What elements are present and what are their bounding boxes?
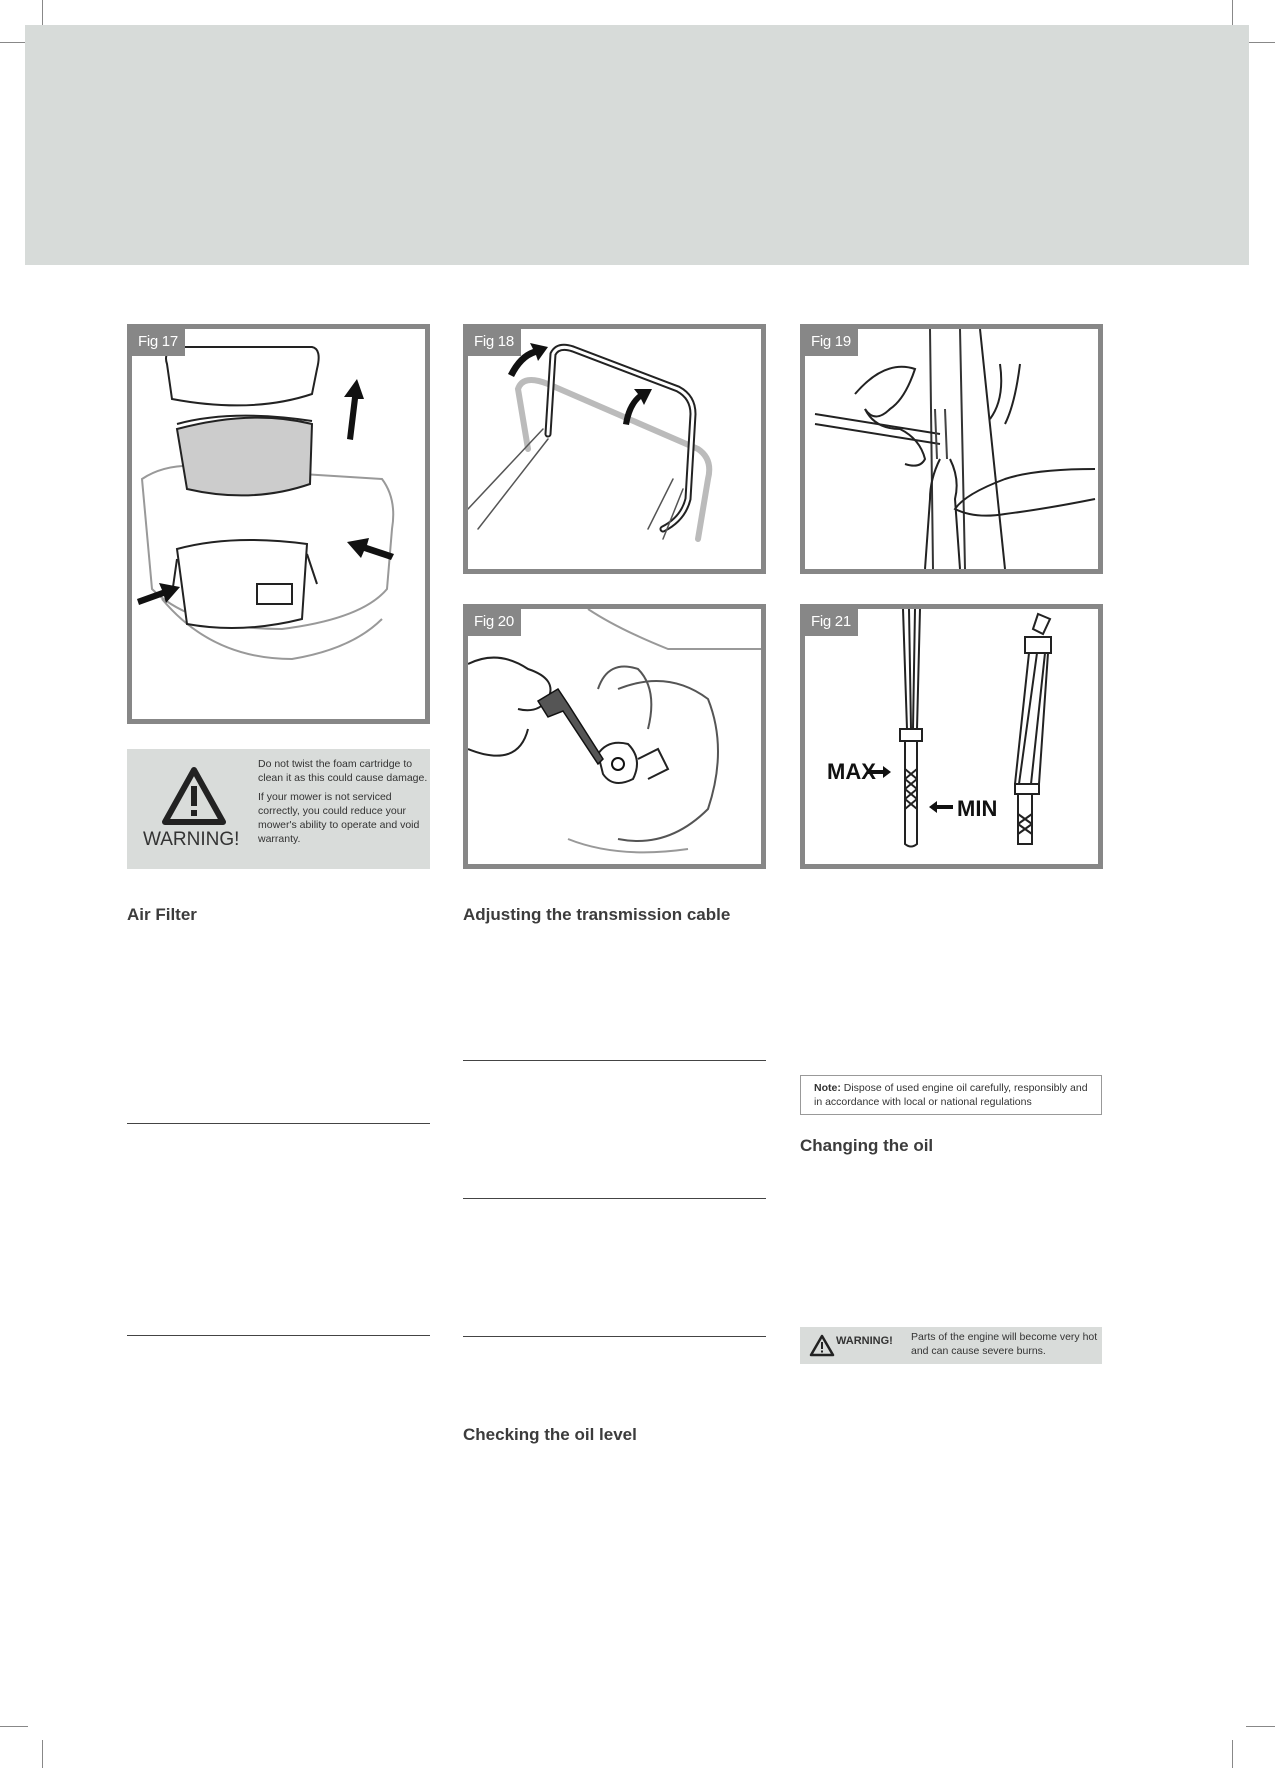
heading-air-filter: Air Filter xyxy=(127,905,197,924)
crop-mark xyxy=(42,1740,43,1768)
crop-mark xyxy=(0,42,28,43)
air-filter-illustration xyxy=(132,329,425,719)
warning-word: WARNING! xyxy=(836,1335,893,1347)
warning-text: Parts of the engine will become very hot and can cause severe burns. xyxy=(911,1331,1098,1357)
figure-19 xyxy=(800,324,1103,574)
heading-changing-oil: Changing the oil xyxy=(800,1136,934,1155)
divider xyxy=(463,1198,766,1199)
heading-transmission: Adjusting the transmission cable xyxy=(463,905,731,924)
note-label: Note: xyxy=(814,1082,841,1094)
warning-triangle-icon xyxy=(809,1334,835,1357)
figure-label: Fig 17 xyxy=(132,329,185,356)
figure-17 xyxy=(127,324,430,724)
divider xyxy=(127,1123,430,1124)
crop-mark xyxy=(1232,0,1233,28)
dipstick-levels-illustration xyxy=(805,609,1098,864)
figure-20 xyxy=(463,604,766,869)
figure-18 xyxy=(463,324,766,574)
crop-mark xyxy=(1246,42,1275,43)
heading-oil-level: Checking the oil level xyxy=(463,1425,637,1444)
warning-triangle-icon xyxy=(161,766,227,826)
handle-illustration xyxy=(468,329,761,569)
crop-mark xyxy=(1232,1740,1233,1768)
warning-word: WARNING! xyxy=(143,829,240,850)
warning-line: Do not twist the foam cartridge to clean it as this could cause damage. xyxy=(258,758,428,784)
figure-label: Fig 18 xyxy=(468,329,521,356)
divider xyxy=(127,1335,430,1336)
warning-box-small xyxy=(800,1327,1102,1364)
figure-label: Fig 21 xyxy=(805,609,858,636)
crop-mark xyxy=(0,1726,28,1727)
dipstick-check-illustration xyxy=(805,329,1098,569)
min-label: MIN xyxy=(957,796,998,821)
figure-label: Fig 19 xyxy=(805,329,858,356)
oil-filler-illustration xyxy=(468,609,761,864)
divider xyxy=(463,1060,766,1061)
crop-mark xyxy=(1246,1726,1275,1727)
warning-text xyxy=(258,757,428,851)
warning-box xyxy=(127,749,430,869)
max-label: MAX xyxy=(827,759,876,784)
header-band xyxy=(25,25,1249,265)
divider xyxy=(463,1336,766,1337)
figure-21 xyxy=(800,604,1103,869)
figure-label: Fig 20 xyxy=(468,609,521,636)
note-text: Dispose of used engine oil carefully, responsibly and in accordance with local or national regulations xyxy=(814,1082,1088,1108)
note-box xyxy=(800,1075,1102,1115)
warning-line: If your mower is not serviced correctly, you could reduce your mower's ability to operate and void warranty. xyxy=(258,791,420,845)
